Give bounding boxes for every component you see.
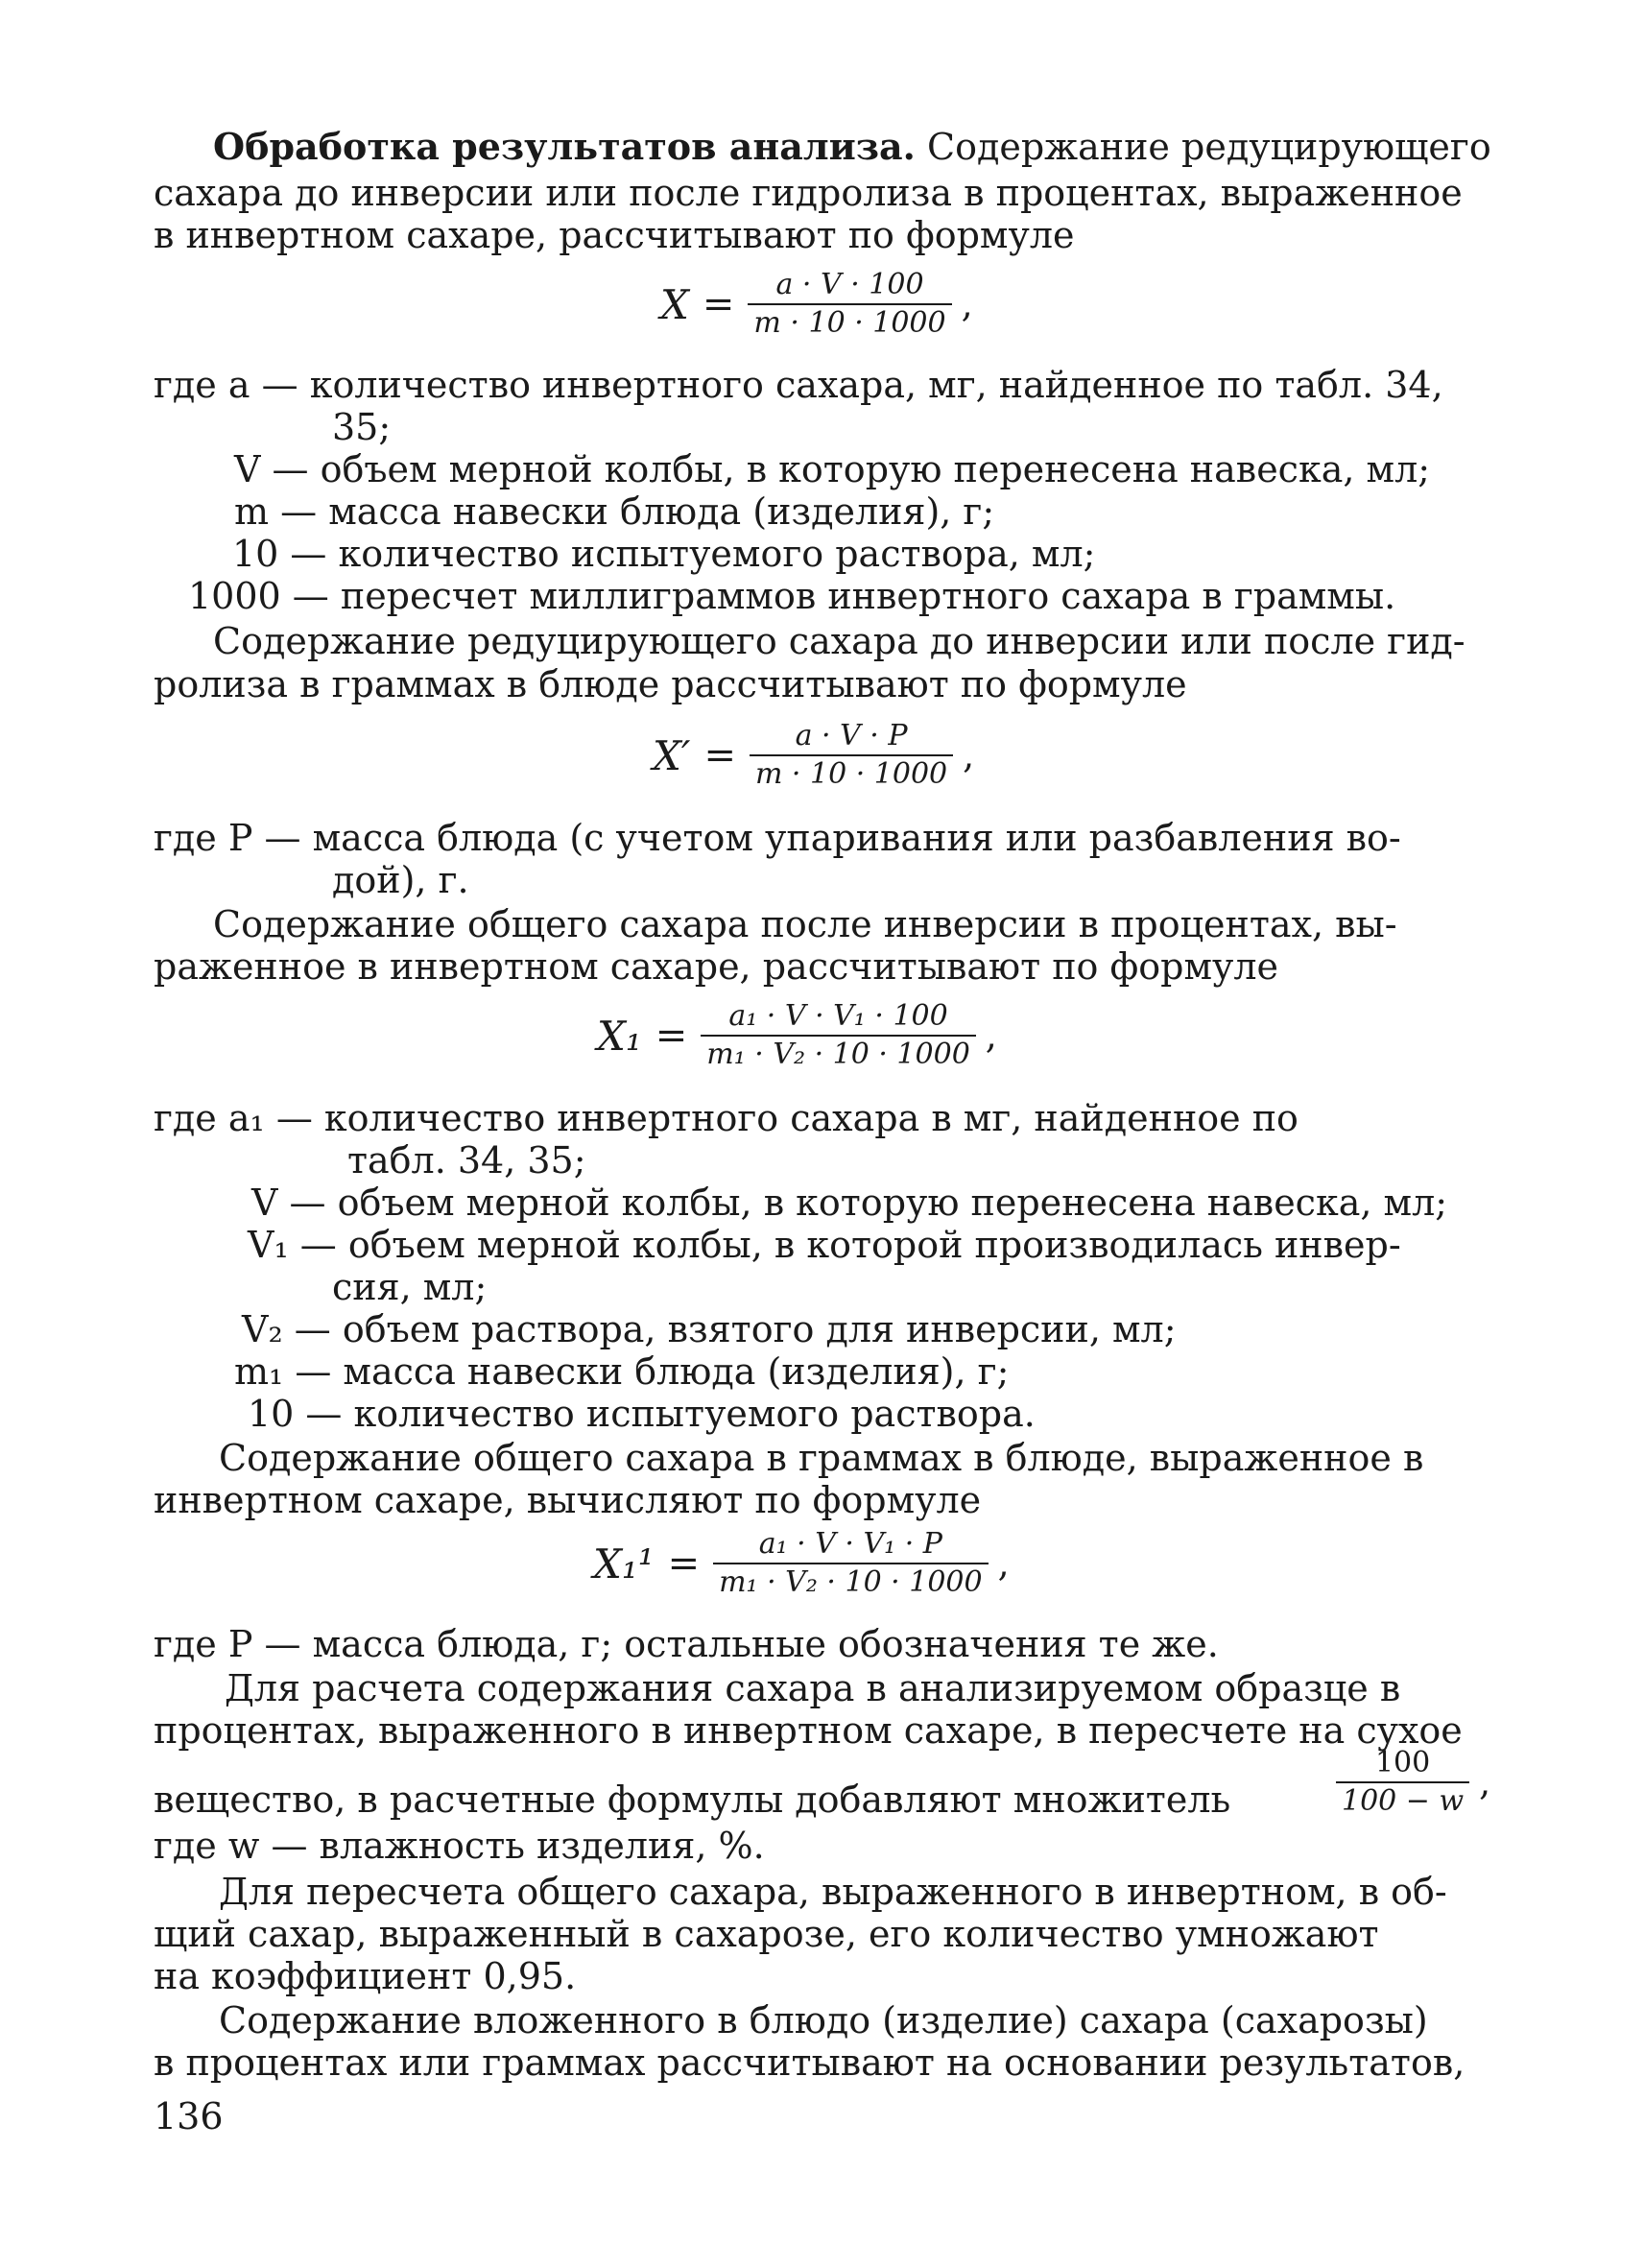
formula-numerator: a · V · 100 <box>775 268 924 301</box>
formula-eq: = <box>702 282 735 326</box>
formula-numerator: 100 <box>1374 1746 1431 1779</box>
definition-line: m — масса навески блюда (изделия), г; <box>234 490 995 533</box>
definition-line: 1000 — пересчет миллиграммов инвертного сахара в граммы. <box>188 575 1396 617</box>
definition-line: дой), г. <box>332 859 469 901</box>
definition-line: где P — масса блюда (с учетом упаривания или разбавления во- <box>154 817 1401 859</box>
formula-fraction <box>748 267 951 342</box>
section-heading: Обработка результатов анализа. <box>213 125 916 168</box>
definition-line: 10 — количество испытуемого раствора, мл; <box>232 533 1096 575</box>
formula-denominator: m · 10 · 1000 <box>754 757 948 791</box>
formula-denominator: m₁ · V₂ · 10 · 1000 <box>706 1038 970 1071</box>
definition-line: где a₁ — количество инвертного сахара в мг, найденное по <box>154 1097 1299 1139</box>
formula-lhs: X₁ <box>597 1012 642 1060</box>
formula-lhs: X <box>660 280 689 328</box>
paragraph-line: вещество, в расчетные формулы добавляют множитель <box>154 1779 1231 1821</box>
formula-comma: , <box>963 734 975 776</box>
definition-line: 10 — количество испытуемого раствора. <box>248 1393 1036 1435</box>
paragraph-line: где w — влажность изделия, %. <box>154 1825 765 1867</box>
formula-fraction <box>750 718 953 793</box>
formula-numerator: a₁ · V · V₁ · 100 <box>728 999 948 1033</box>
dry-matter-factor <box>1336 1745 1490 1820</box>
formula-eq: = <box>655 1014 688 1058</box>
intro-line-3: в инвертном сахаре, рассчитывают по формуле <box>154 214 1075 256</box>
formula-x1 <box>597 998 997 1073</box>
formula-comma: , <box>961 283 973 325</box>
paragraph-line: в процентах или граммах рассчитывают на основании результатов, <box>154 2041 1465 2084</box>
definition-line: m₁ — масса навески блюда (изделия), г; <box>234 1350 1010 1393</box>
paragraph-line: Для пересчета общего сахара, выраженного в инвертном, в об- <box>219 1871 1447 1913</box>
definition-line: сия, мл; <box>332 1266 488 1308</box>
formula-lhs: X′ <box>653 731 691 779</box>
paragraph-line: ролиза в граммах в блюде рассчитывают по формуле <box>154 663 1187 705</box>
formula-numerator: a · V · P <box>795 719 908 752</box>
definition-line: табл. 34, 35; <box>347 1139 586 1182</box>
definition-line: где P — масса блюда, г; остальные обозначения те же. <box>154 1623 1219 1665</box>
paragraph-line: процентах, выраженного в инвертном сахаре, в пересчете на сухое <box>154 1709 1463 1752</box>
intro-line-2: сахара до инверсии или после гидролиза в процентах, выраженное <box>154 172 1463 214</box>
paragraph-line: на коэффициент 0,95. <box>154 1955 577 1997</box>
formula-comma: , <box>1479 1761 1491 1803</box>
paragraph-line: Содержание общего сахара в граммах в блюде, выраженное в <box>219 1437 1424 1479</box>
intro-line-1 <box>213 125 1491 169</box>
formula-numerator: a₁ · V · V₁ · P <box>758 1527 942 1561</box>
paragraph-line: Для расчета содержания сахара в анализируемом образце в <box>225 1667 1401 1709</box>
formula-comma: , <box>997 1542 1010 1585</box>
formula-lhs: X₁¹ <box>593 1540 655 1588</box>
paragraph-line: Содержание общего сахара после инверсии в процентах, вы- <box>213 903 1397 945</box>
formula-comma: , <box>985 1015 997 1057</box>
formula-fraction <box>1336 1745 1469 1820</box>
formula-x-prime <box>653 718 974 793</box>
paragraph-line: щий сахар, выраженный в сахарозе, его количество умножают <box>154 1913 1379 1955</box>
formula-eq: = <box>703 733 736 777</box>
formula-eq: = <box>667 1541 701 1586</box>
formula-denominator: m · 10 · 1000 <box>753 306 946 340</box>
formula-x <box>660 267 973 342</box>
paragraph-line: раженное в инвертном сахаре, рассчитывают по формуле <box>154 945 1278 988</box>
formula-denominator: m₁ · V₂ · 10 · 1000 <box>719 1565 983 1599</box>
page-number: 136 <box>154 2095 224 2137</box>
paragraph-line: инвертном сахаре, вычисляют по формуле <box>154 1479 982 1521</box>
definition-line: где a — количество инвертного сахара, мг, найденное по табл. 34, <box>154 364 1443 406</box>
formula-denominator: 100 − w <box>1342 1784 1465 1818</box>
formula-fraction <box>701 998 976 1073</box>
formula-x1-grams <box>593 1526 1010 1601</box>
paragraph-line: Содержание вложенного в блюдо (изделие) сахара (сахарозы) <box>219 1999 1428 2041</box>
definition-line: V₂ — объем раствора, взятого для инверсии, мл; <box>242 1308 1177 1350</box>
intro-text: Содержание редуцирующего <box>915 126 1491 168</box>
definition-line: V — объем мерной колбы, в которую перенесена навеска, мл; <box>234 448 1431 490</box>
formula-fraction <box>713 1526 989 1601</box>
definition-line: V₁ — объем мерной колбы, в которой производилась инвер- <box>248 1224 1401 1266</box>
definition-line: V — объем мерной колбы, в которую перенесена навеска, мл; <box>251 1182 1448 1224</box>
definition-line: 35; <box>332 406 392 448</box>
paragraph-line: Содержание редуцирующего сахара до инверсии или после гид- <box>213 620 1465 662</box>
